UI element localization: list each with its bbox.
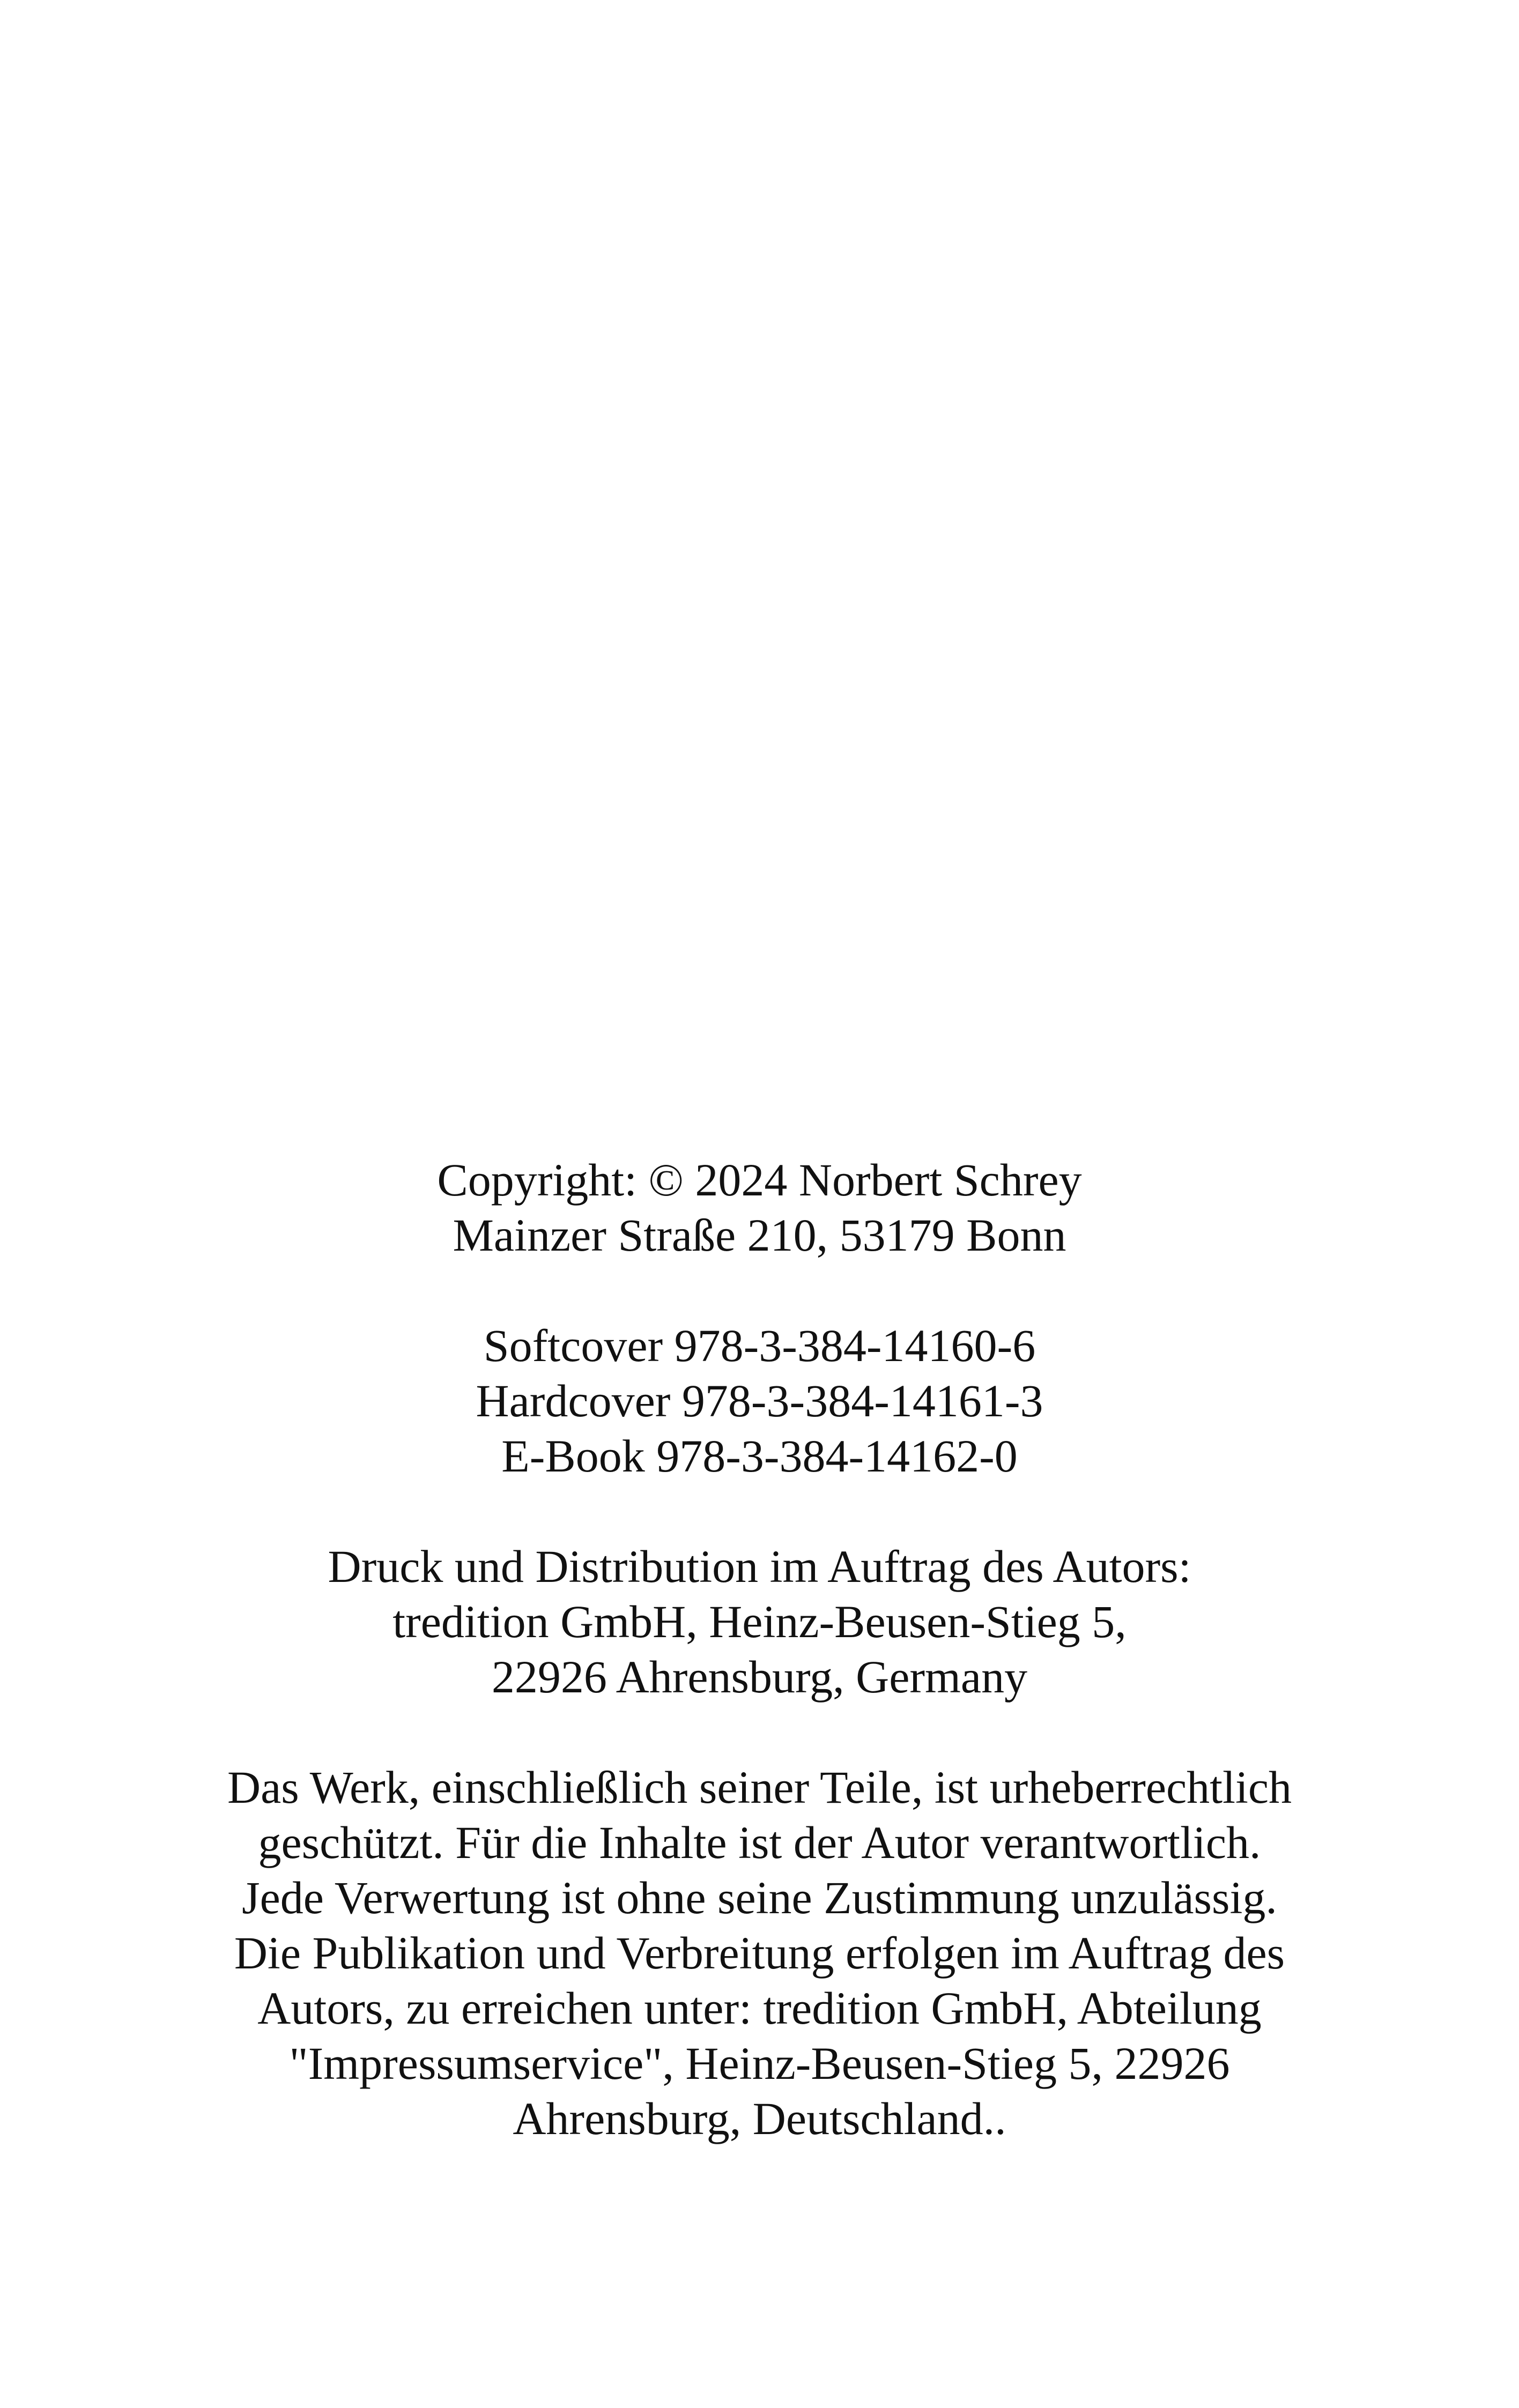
spacer: [0, 1705, 1519, 1760]
distribution-line: Druck und Distribution im Auftrag des Autors:: [328, 1541, 1191, 1592]
distribution-block: [0, 1539, 1519, 1705]
legal-line: Ahrensburg, Deutschland..: [513, 2093, 1006, 2144]
legal-line: Das Werk, einschließlich seiner Teile, ist urheberrechtlich: [227, 1762, 1292, 1813]
legal-line: Die Publikation und Verbreitung erfolgen im Auftrag des: [234, 1927, 1285, 1979]
isbn-block: [0, 1318, 1519, 1484]
spacer: [0, 1484, 1519, 1539]
isbn-softcover: Softcover 978-3-384-14160-6: [483, 1320, 1036, 1371]
distribution-line: tredition GmbH, Heinz-Beusen-Stieg 5,: [392, 1596, 1127, 1647]
isbn-hardcover: Hardcover 978-3-384-14161-3: [476, 1375, 1043, 1426]
copyright-block: [0, 1153, 1519, 1263]
author-address: Mainzer Straße 210, 53179 Bonn: [453, 1209, 1066, 1261]
legal-notice-block: [0, 1760, 1519, 2146]
copyright-notice: Copyright: © 2024 Norbert Schrey: [437, 1154, 1082, 1206]
legal-line: Jede Verwertung ist ohne seine Zustimmung unzulässig.: [242, 1872, 1277, 1923]
spacer: [0, 1263, 1519, 1318]
legal-line: "Impressumservice", Heinz-Beusen-Stieg 5, 22926: [289, 2038, 1230, 2089]
distribution-line: 22926 Ahrensburg, Germany: [491, 1651, 1028, 1703]
legal-line: geschützt. Für die Inhalte ist der Autor verantwortlich.: [258, 1817, 1261, 1868]
isbn-ebook: E-Book 978-3-384-14162-0: [501, 1430, 1018, 1482]
imprint-page: [0, 1153, 1519, 2146]
legal-line: Autors, zu erreichen unter: tredition GmbH, Abteilung: [257, 1982, 1262, 2034]
